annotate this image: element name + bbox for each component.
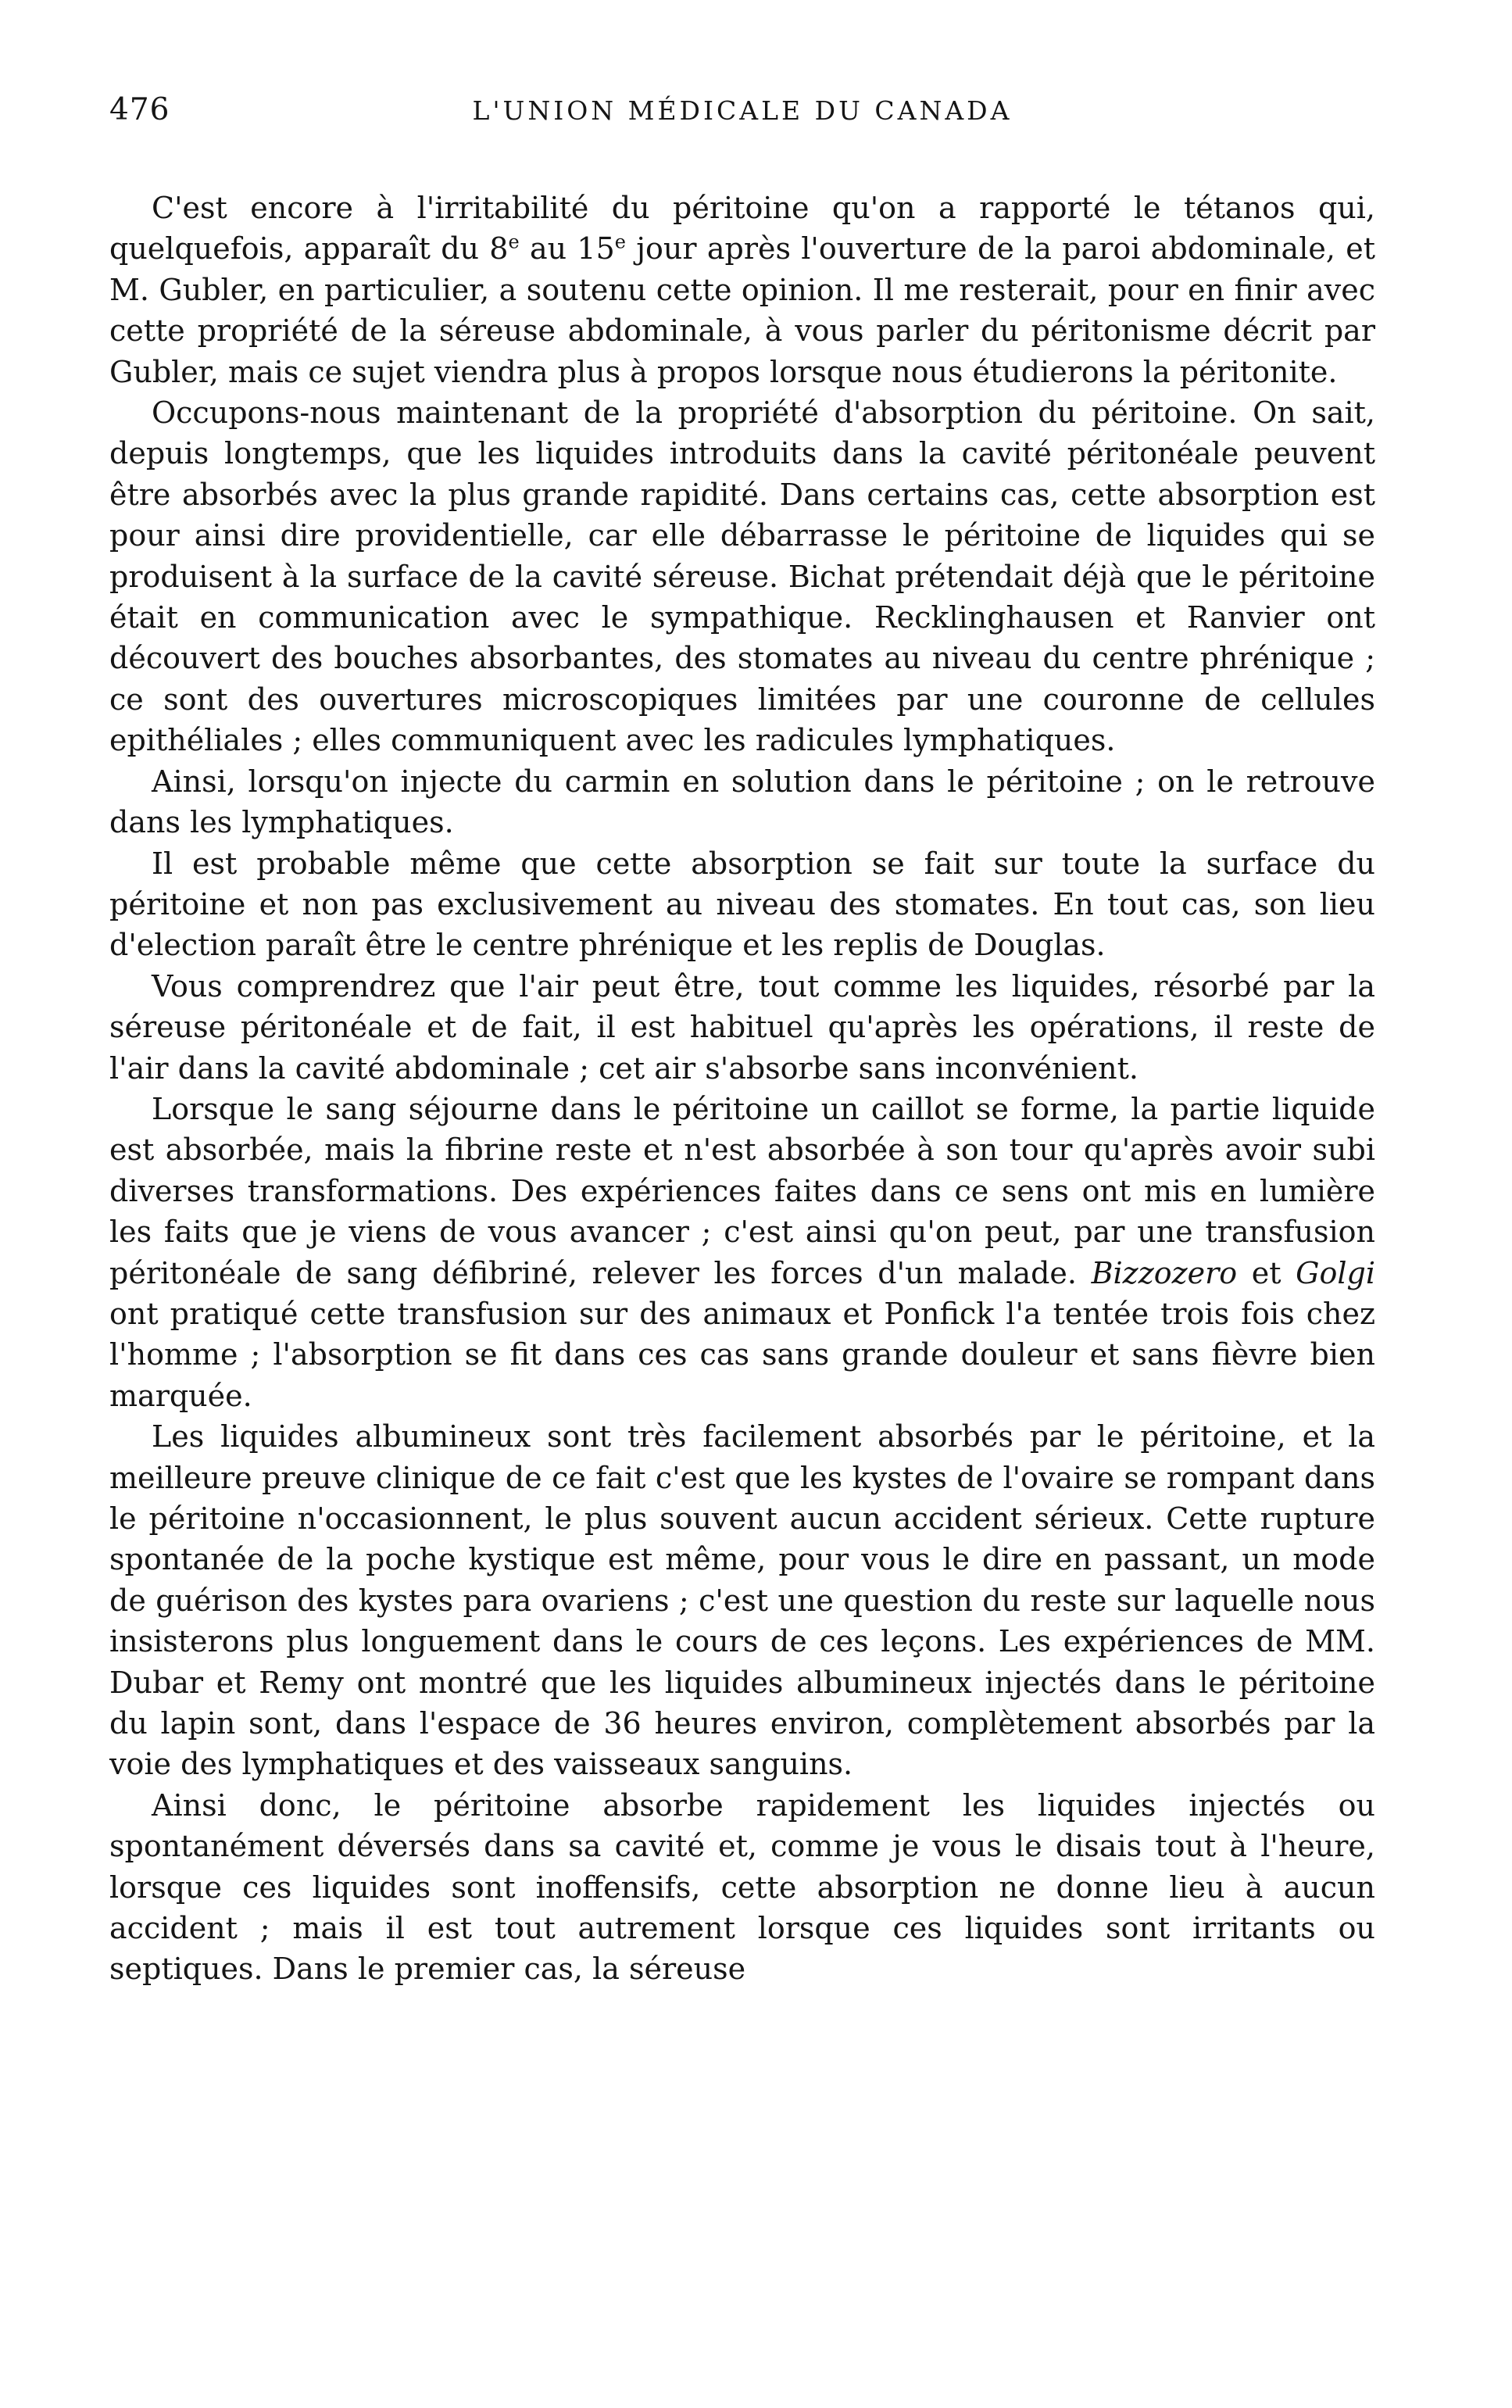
paragraph (109, 1089, 1375, 1416)
text-run: jour après l'ouverture de la paroi abdominale, et M. Gubler, en particulier, a soutenu cette opinion. Il me resterait, pour en finir avec cette propriété de la séreuse abdominale, à vous parler du péritonisme décrit par Gubler, mais ce sujet viendra plus à propos lorsque nous étudierons la péritonite. (109, 231, 1375, 389)
paragraph (109, 392, 1375, 761)
text-run: C'est encore à l'irritabilité du péritoine qu'on a rapporté le tétanos qui, quelquefois, apparaît du 8 (109, 191, 1375, 267)
text-run: Il est probable même que cette absorption se fait sur toute la surface du péritoine et non pas exclusivement au niveau des stomates. En tout cas, son lieu d'election paraît être le centre phrénique et les replis de Douglas. (109, 846, 1375, 963)
paragraph (109, 1416, 1375, 1785)
text-run: Ainsi donc, le péritoine absorbe rapidement les liquides injectés ou spontanément déversés dans sa cavité et, comme je vous le disais tout à l'heure, lorsque ces liquides sont inoffensifs, cette absorption ne donne lieu à aucun accident ; mais il est tout autrement lorsque ces liquides sont irritants ou septiques. Dans le premier cas, la séreuse (109, 1787, 1375, 1987)
text-run: Vous comprendrez que l'air peut être, tout comme les liquides, résorbé par la séreuse péritonéale et de fait, il est habituel qu'après les opérations, il reste de l'air dans la cavité abdominale ; cet air s'absorbe sans inconvénient. (109, 968, 1375, 1086)
italic-text: Bizzozero (1091, 1255, 1238, 1290)
page (109, 92, 1375, 2359)
body-text (109, 188, 1375, 1990)
running-head: L'UNION MÉDICALE DU CANADA (472, 95, 1013, 126)
page-header (109, 92, 1375, 139)
paragraph (109, 1785, 1375, 1990)
text-run: ont pratiqué cette transfusion sur des animaux et Ponfick l'a tentée trois fois chez l'homme ; l'absorption se fit dans ces cas sans grande douleur et sans fièvre bien marquée. (109, 1296, 1375, 1413)
paragraph (109, 843, 1375, 966)
text-run: et (1237, 1255, 1296, 1290)
text-run: Occupons-nous maintenant de la propriété d'absorption du péritoine. On sait, depuis longtemps, que les liquides introduits dans la cavité péritonéale peuvent être absorbés avec la plus grande rapidité. Dans certains cas, cette absorption est pour ainsi dire providentielle, car elle débarrasse le péritoine de liquides qui se produisent à la surface de la cavité séreuse. Bichat prétendait déjà que le péritoine était en communication avec le sympathique. Recklinghausen et Ranvier ont découvert des bouches absorbantes, des stomates au niveau du centre phrénique ; ce sont des ouvertures microscopiques limitées par une couronne de cellules epithéliales ; elles communiquent avec les radicules lymphatiques. (109, 395, 1375, 758)
italic-text: Golgi (1296, 1255, 1375, 1290)
page-number: 476 (109, 92, 170, 127)
paragraph (109, 761, 1375, 843)
superscript: e (614, 231, 626, 253)
superscript: e (508, 231, 520, 253)
text-run: Ainsi, lorsqu'on injecte du carmin en solution dans le péritoine ; on le retrouve dans les lymphatiques. (109, 764, 1375, 840)
paragraph (109, 188, 1375, 392)
text-run: au 15 (519, 231, 615, 267)
paragraph (109, 966, 1375, 1089)
text-run: Les liquides albumineux sont très facilement absorbés par le péritoine, et la meilleure preuve clinique de ce fait c'est que les kystes de l'ovaire se rompant dans le péritoine n'occasionnent, le plus souvent aucun accident sérieux. Cette rupture spontanée de la poche kystique est même, pour vous le dire en passant, un mode de guérison des kystes para ovariens ; c'est une question du reste sur laquelle nous insisterons plus longuement dans le cours de ces leçons. Les expériences de MM. Dubar et Remy ont montré que les liquides albumineux injectés dans le péritoine du lapin sont, dans l'espace de 36 heures environ, complètement absorbés par la voie des lymphatiques et des vaisseaux sanguins. (109, 1419, 1375, 1782)
text-run: Lorsque le sang séjourne dans le péritoine un caillot se forme, la partie liquide est absorbée, mais la fibrine reste et n'est absorbée à son tour qu'après avoir subi diverses transformations. Des expériences faites dans ce sens ont mis en lumière les faits que je viens de vous avancer ; c'est ainsi qu'on peut, par une transfusion péritonéale de sang défibriné, relever les forces d'un malade. (109, 1091, 1375, 1290)
